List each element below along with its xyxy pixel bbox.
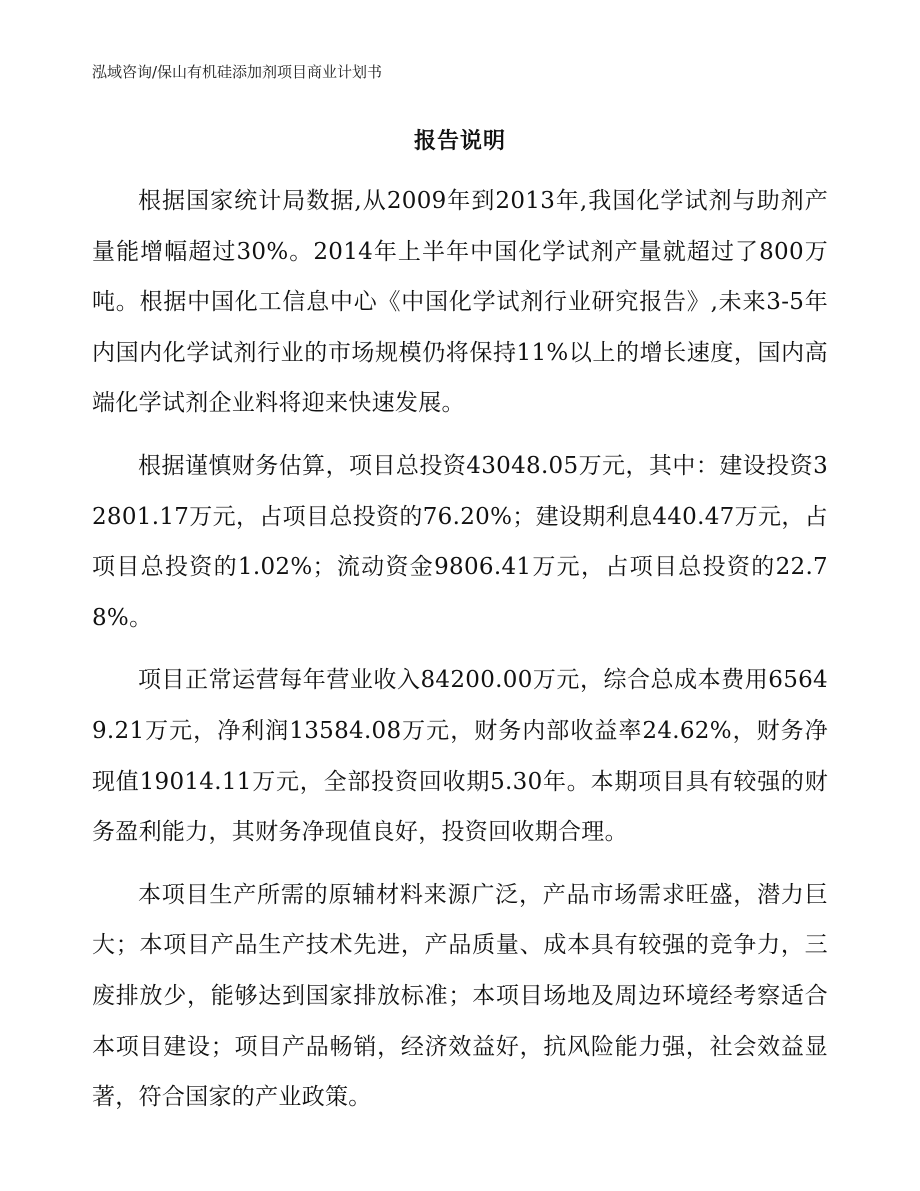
- page-title: 报告说明: [413, 129, 506, 154]
- paragraph-market-background: 根据国家统计局数据,从2009年到2013年,我国化学试剂与助剂产量能增幅超过30%。2014年上半年中国化学试剂产量就超过了800万吨。根据中国化工信息中心《中国化学试剂行业研究报告》,未来3-5年内国内化学试剂行业的市场规模仍将保持11%以上的增长速度，国内高端化学试剂企业料将迎来快速发展。: [92, 188, 828, 417]
- report-body: [92, 176, 828, 1135]
- paragraph-project-advantages: 本项目生产所需的原辅材料来源广泛，产品市场需求旺盛，潜力巨大；本项目产品生产技术先进，产品质量、成本具有较强的竞争力，三废排放少，能够达到国家排放标准；本项目场地及周边环境经考察适合本项目建设；项目产品畅销，经济效益好，抗风险能力强，社会效益显著，符合国家的产业政策。: [92, 881, 828, 1111]
- running-header: 泓域咨询/保山有机硅添加剂项目商业计划书: [92, 63, 383, 81]
- paragraph-financial-returns: 项目正常运营每年营业收入84200.00万元，综合总成本费用65649.21万元，净利润13584.08万元，财务内部收益率24.62%，财务净现值19014.11万元，全部投资回收期5.30年。本期项目具有较强的财务盈利能力，其财务净现值良好，投资回收期合理。: [92, 667, 828, 846]
- paragraph-investment-estimate: 根据谨慎财务估算，项目总投资43048.05万元，其中：建设投资32801.17万元，占项目总投资的76.20%；建设期利息440.47万元，占项目总投资的1.02%；流动资金9806.41万元，占项目总投资的22.78%。: [92, 452, 828, 631]
